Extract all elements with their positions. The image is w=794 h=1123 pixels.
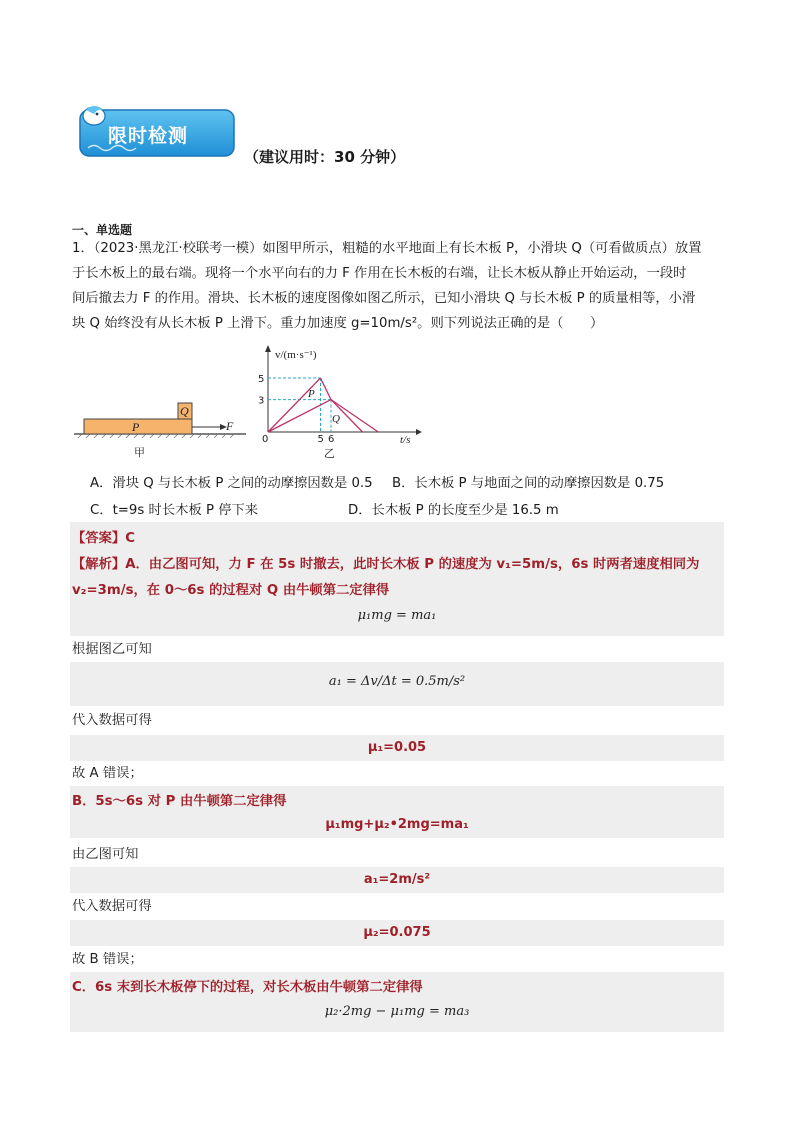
analysis-text-2: 根据图乙可知 bbox=[72, 642, 152, 657]
time-note: （建议用时：30 分钟） bbox=[244, 148, 406, 166]
x-axis-label: t/s bbox=[400, 434, 411, 446]
question-text bbox=[72, 236, 732, 336]
curve-label-Q: Q bbox=[332, 413, 340, 425]
velocity-chart bbox=[258, 345, 422, 460]
analysis-line-1 bbox=[72, 553, 699, 572]
y-axis-arrow-icon bbox=[265, 345, 271, 352]
caption-jia: 甲 bbox=[134, 446, 145, 459]
analysis-text-9: C．6s 末到长木板停下的过程，对长木板由牛顿第二定律得 bbox=[72, 980, 423, 995]
answer-line bbox=[72, 527, 135, 546]
answer-band bbox=[70, 522, 724, 548]
x-axis-arrow-icon bbox=[416, 429, 422, 435]
analysis-text-6: 由乙图可知 bbox=[72, 847, 139, 862]
figure-svg bbox=[70, 340, 430, 465]
series-P-segment bbox=[321, 378, 332, 400]
origin-label: 0 bbox=[262, 434, 269, 445]
analysis-text-1: A．由乙图可知，力 F 在 5s 时撤去，此时长木板 P 的速度为 v₁=5m/s，6s 时两者速度相同为 bbox=[125, 557, 700, 572]
equation-2: a₁ = Δv/Δt = 0.5m/s² bbox=[328, 674, 466, 689]
analysis-text-7: 代入数据可得 bbox=[72, 899, 152, 914]
figure-board-block bbox=[74, 403, 246, 459]
series-P-segment bbox=[268, 378, 321, 432]
caption-yi: 乙 bbox=[324, 447, 335, 460]
y-tick-label: 3 bbox=[258, 395, 265, 407]
analysis-text-5: B．5s～6s 对 P 由牛顿第二定律得 bbox=[72, 794, 287, 809]
equation-6: μ₂=0.075 bbox=[363, 925, 431, 940]
question-figure bbox=[70, 340, 430, 465]
answer-value: C bbox=[125, 531, 135, 546]
option-d: D．长木板 P 的长度至少是 16.5 m bbox=[348, 503, 559, 518]
dolphin-icon bbox=[83, 106, 105, 125]
header-badge bbox=[78, 104, 236, 158]
option-a: A．滑块 Q 与长木板 P 之间的动摩擦因数是 0.5 bbox=[90, 476, 373, 491]
equation-7: μ₂·2mg − μ₁mg = ma₃ bbox=[324, 1004, 470, 1019]
badge-label: 限时检测 bbox=[108, 125, 189, 147]
analysis-text-4: 故 A 错误； bbox=[72, 766, 143, 781]
block-label: Q bbox=[180, 404, 189, 418]
question-line-1: 1．（2023·黑龙江·校联考一模）如图甲所示，粗糙的水平地面上有长木板 P，小滑块 Q（可看做质点）放置 bbox=[72, 241, 702, 256]
y-axis-label: v/(m·s⁻¹) bbox=[275, 349, 317, 361]
question-line-3: 间后撤去力 F 的作用。滑块、长木板的速度图像如图乙所示，已知小滑块 Q 与长木板 P 的质量相等，小滑 bbox=[72, 291, 696, 306]
force-label: F bbox=[226, 419, 234, 433]
series-Q-segment bbox=[268, 400, 331, 432]
equation-5: a₁=2m/s² bbox=[363, 872, 431, 887]
answer-label: 【答案】 bbox=[72, 531, 126, 546]
curve-label-P: P bbox=[308, 388, 315, 400]
option-b: B．长木板 P 与地面之间的动摩擦因数是 0.75 bbox=[392, 476, 665, 491]
board-label: P bbox=[132, 420, 140, 434]
analysis-label: 【解析】 bbox=[72, 557, 126, 572]
question-line-4: 块 Q 始终没有从长木板 P 上滑下。重力加速度 g=10m/s²。则下列说法正确的是（ ） bbox=[72, 316, 604, 331]
analysis-line-2: v₂=3m/s，在 0～6s 的过程对 Q 由牛顿第二定律得 bbox=[72, 583, 390, 598]
equation-1: μ₁mg = ma₁ bbox=[357, 608, 437, 623]
x-tick-label: 6 bbox=[328, 434, 335, 445]
option-c: C．t=9s 时长木板 P 停下来 bbox=[90, 503, 259, 518]
analysis-text-3: 代入数据可得 bbox=[72, 713, 152, 728]
equation-3: μ₁=0.05 bbox=[367, 740, 427, 755]
analysis-text-8: 故 B 错误； bbox=[72, 952, 143, 967]
section-title: 一、单选题 bbox=[72, 223, 133, 237]
equation-4: μ₁mg+μ₂•2mg=ma₁ bbox=[325, 817, 469, 832]
y-tick-label: 5 bbox=[258, 374, 265, 385]
question-line-2: 于长木板上的最右端。现将一个水平向右的力 F 作用在长木板的右端，让长木板从静止开始运动，一段时 bbox=[72, 266, 687, 281]
x-tick-label: 5 bbox=[317, 434, 324, 445]
